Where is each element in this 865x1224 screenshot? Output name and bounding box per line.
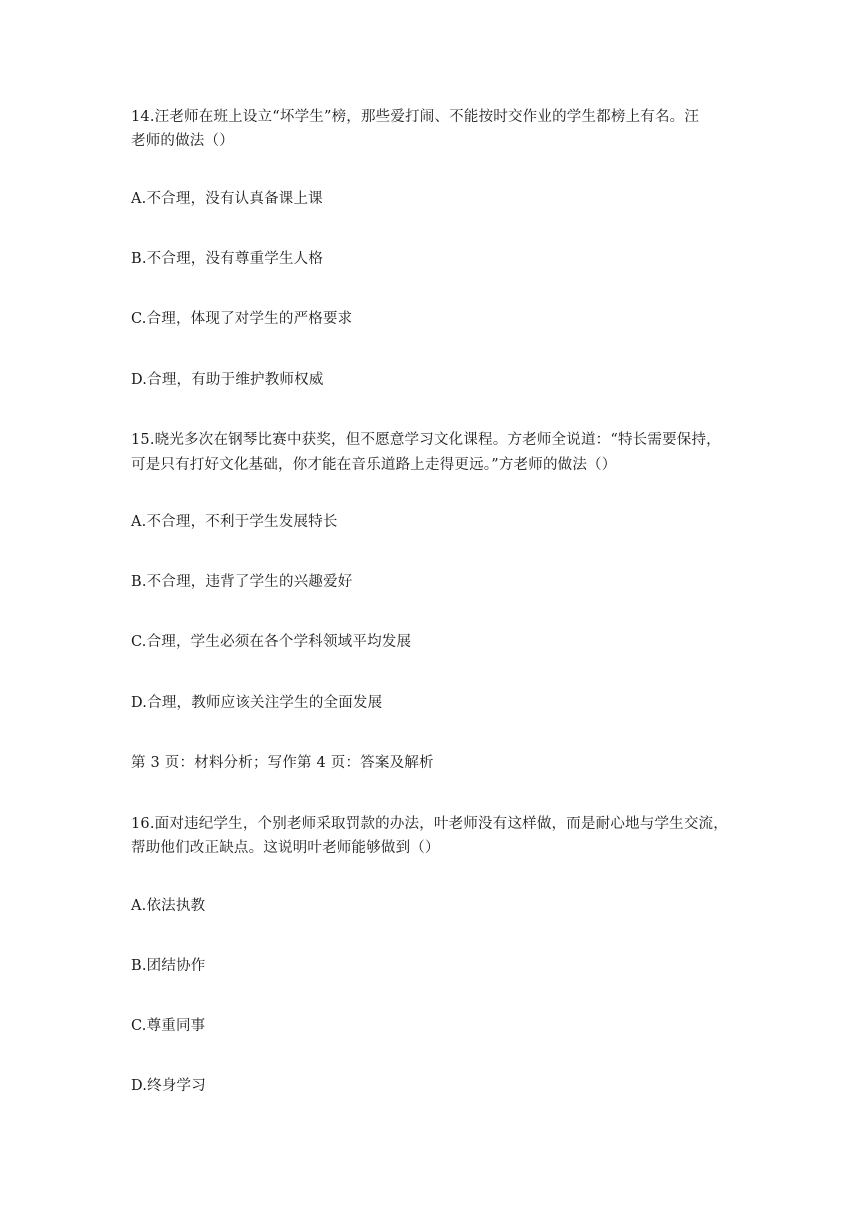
question-15-option-c: C.合理，学生必须在各个学科领域平均发展: [131, 634, 412, 650]
question-15-stem-line-2: 可是只有打好文化基础，你才能在音乐道路上走得更远。”方老师的做法（）: [131, 457, 617, 473]
question-15-option-a: A.不合理，不利于学生发展特长: [131, 514, 338, 530]
question-16-option-b: B.团结协作: [131, 958, 206, 974]
question-15-option-b: B.不合理，违背了学生的兴趣爱好: [131, 574, 353, 590]
page-section-note: 第 3 页：材料分析；写作第 4 页：答案及解析: [131, 755, 434, 771]
question-14-stem-line-1: 14.汪老师在班上设立“坏学生”榜，那些爱打闹、不能按时交作业的学生都榜上有名。汪: [131, 109, 700, 125]
question-16-stem-line-1: 16.面对违纪学生，个别老师采取罚款的办法，叶老师没有这样做，而是耐心地与学生交流，: [131, 816, 728, 832]
question-14-option-a: A.不合理，没有认真备课上课: [131, 191, 323, 207]
question-15-stem-line-1: 15.晓光多次在钢琴比赛中获奖，但不愿意学习文化课程。方老师全说道：“特长需要保持，: [131, 432, 721, 448]
question-16-option-d: D.终身学习: [131, 1078, 206, 1094]
question-16-option-a: A.依法执教: [131, 898, 206, 914]
question-14-option-d: D.合理，有助于维护教师权威: [131, 372, 324, 388]
question-15-option-d: D.合理，教师应该关注学生的全面发展: [131, 695, 383, 711]
question-14-option-b: B.不合理，没有尊重学生人格: [131, 251, 324, 267]
question-16-option-c: C.尊重同事: [131, 1018, 206, 1034]
question-14-option-c: C.合理，体现了对学生的严格要求: [131, 311, 353, 327]
question-14-stem-line-2: 老师的做法（）: [131, 133, 234, 149]
question-16-stem-line-2: 帮助他们改正缺点。这说明叶老师能够做到（）: [131, 840, 440, 856]
